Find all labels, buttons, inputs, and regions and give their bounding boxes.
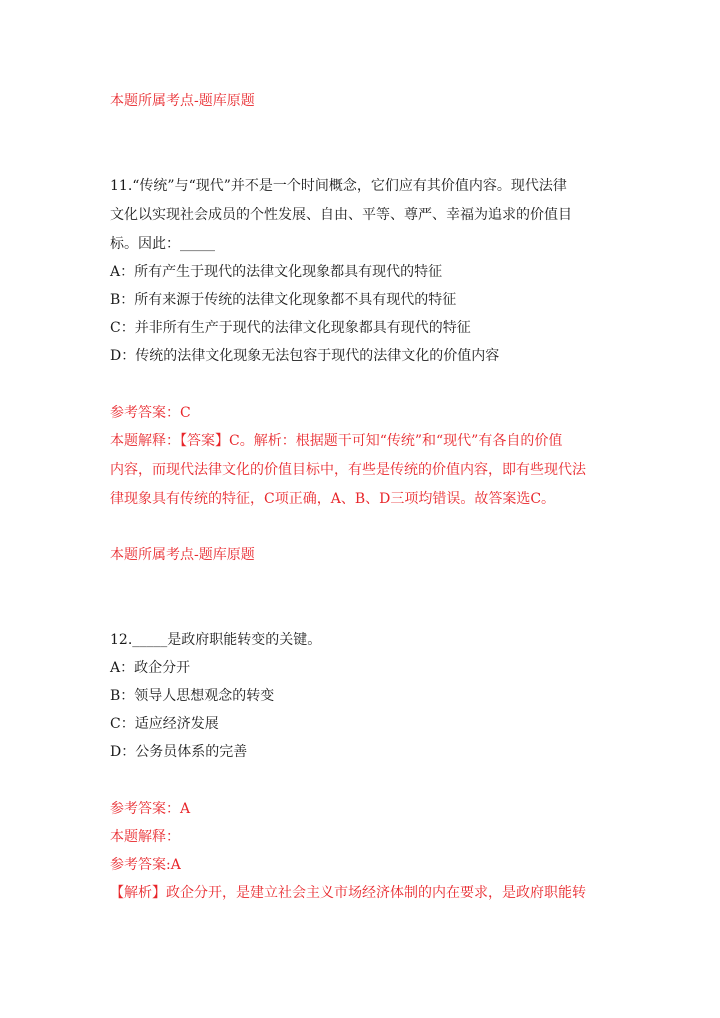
source-note: 本题所属考点-题库原题 [110, 93, 255, 109]
source-note: 本题所属考点-题库原题 [110, 547, 255, 563]
answer-line: 参考答案：A [110, 801, 191, 817]
question-stem-line: 文化以实现社会成员的个性发展、自由、平等、尊严、幸福为追求的价值目 [110, 207, 572, 223]
explanation-line: 本题解释：【答案】C。解析：根据题干可知“传统”和“现代”有各自的价值 [110, 433, 563, 449]
option-d: D：公务员体系的完善 [110, 744, 248, 760]
option-c: C：适应经济发展 [110, 716, 219, 732]
option-a: A：所有产生于现代的法律文化现象都具有现代的特征 [110, 264, 443, 280]
question-stem: 12._____是政府职能转变的关键。 [110, 632, 322, 648]
option-c: C：并非所有生产于现代的法律文化现象都具有现代的特征 [110, 320, 471, 336]
question-stem-line: 11.“传统”与“现代”并不是一个时间概念，它们应有其价值内容。现代法律 [110, 178, 567, 194]
option-b: B：所有来源于传统的法律文化现象都不具有现代的特征 [110, 292, 457, 308]
answer-line: 参考答案：C [110, 405, 191, 421]
explanation-line: 律现象具有传统的特征，C项正确，A、B、D三项均错误。故答案选C。 [110, 491, 556, 507]
explanation-label: 本题解释： [110, 829, 180, 845]
option-a: A：政企分开 [110, 660, 191, 676]
question-stem-line: 标。因此：_____ [110, 236, 215, 252]
option-d: D：传统的法律文化现象无法包容于现代的法律文化的价值内容 [110, 348, 500, 364]
analysis-line: 【解析】政企分开，是建立社会主义市场经济体制的内在要求，是政府职能转 [110, 885, 586, 901]
answer-line-2: 参考答案:A [110, 857, 181, 873]
option-b: B：领导人思想观念的转变 [110, 688, 275, 704]
explanation-line: 内容，而现代法律文化的价值目标中，有些是传统的价值内容，即有些现代法 [110, 462, 586, 478]
